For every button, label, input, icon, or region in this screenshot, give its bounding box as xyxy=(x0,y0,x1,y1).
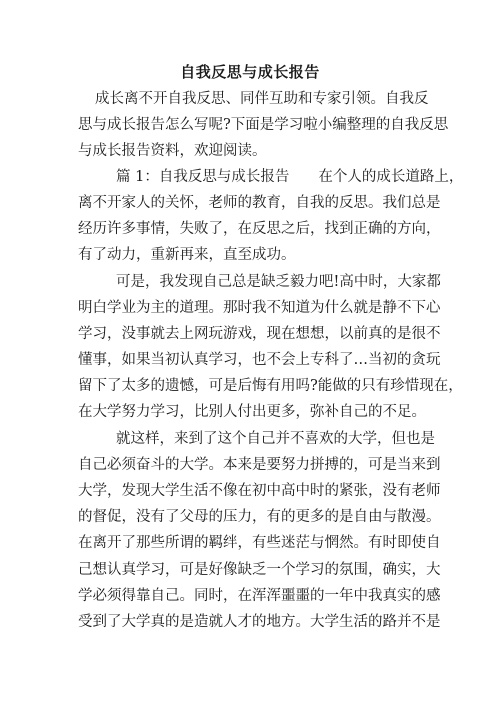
text-line: 在大学努力学习，比别人付出更多，弥补自己的不足。 xyxy=(78,404,426,420)
text-line: 成长离不开自我反思、同伴互助和专家引领。自我反 xyxy=(95,91,429,107)
text-line: 思与成长报告怎么写呢?下面是学习啦小编整理的自我反思 xyxy=(78,117,449,133)
text-line: 离不开家人的关怀，老师的教育，自我的反思。我们总是 xyxy=(78,195,441,211)
text-line: 与成长报告资料，欢迎阅读。 xyxy=(78,143,267,159)
text-line: 留下了太多的遗憾，可是后悔有用吗?能做的只有珍惜现在， xyxy=(78,378,463,394)
text-line: 就这样，来到了这个自己并不喜欢的大学，但也是 xyxy=(116,431,435,447)
text-line: 有了动力，重新再来，直至成功。 xyxy=(78,247,296,263)
text-line: 可是，我发现自己总是缺乏毅力吧!高中时，大家都 xyxy=(116,274,441,290)
text-line: 经历许多事情，失败了，在反思之后，找到正确的方向， xyxy=(78,221,441,237)
text-line: 学必须得靠自己。同时，在浑浑噩噩的一年中我真实的感 xyxy=(78,588,441,604)
text-line: 大学，发现大学生活不像在初中高中时的紧张，没有老师 xyxy=(78,483,441,499)
text-line: 懂事，如果当初认真学习，也不会上专科了…当初的贪玩 xyxy=(78,352,441,368)
text-line: 在离开了那些所谓的羁绊，有些迷茫与惘然。有时即使自 xyxy=(78,535,441,551)
text-line: 己想认真学习，可是好像缺乏一个学习的氛围，确实，大 xyxy=(78,562,441,578)
text-line: 受到了大学真的是造就人才的地方。大学生活的路并不是 xyxy=(78,614,441,630)
text-line: 学习，没事就去上网玩游戏，现在想想，以前真的是很不 xyxy=(78,326,441,342)
document-title: 自我反思与成长报告 xyxy=(180,63,320,81)
text-line: 篇 1：自我反思与成长报告 在个人的成长道路上， xyxy=(116,169,464,185)
text-line: 自己必须奋斗的大学。本来是要努力拼搏的，可是当来到 xyxy=(78,457,441,473)
text-line: 明白学业为主的道理。那时我不知道为什么就是静不下心 xyxy=(78,300,441,316)
text-line: 的督促，没有了父母的压力，有的更多的是自由与散漫。 xyxy=(78,509,441,525)
